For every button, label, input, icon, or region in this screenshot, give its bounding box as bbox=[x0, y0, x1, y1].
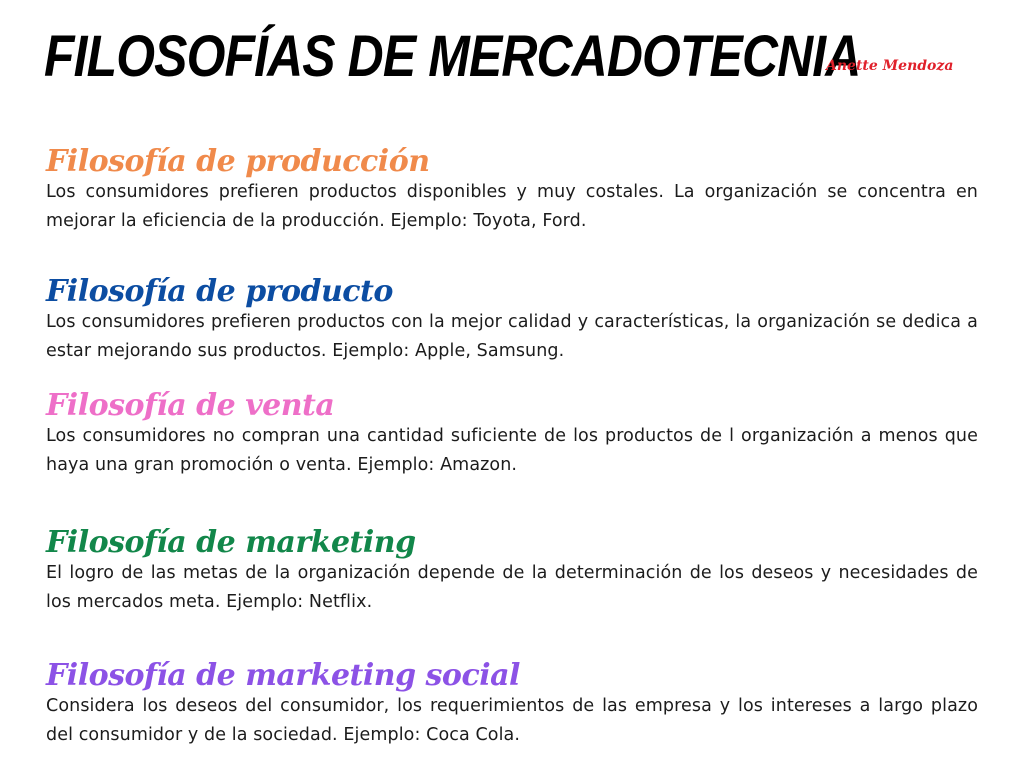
section-marketing-social bbox=[46, 660, 978, 750]
section-marketing bbox=[46, 527, 978, 617]
section-text: El logro de las metas de la organización depende de la determinación de los deseos y necesidades de los mercados meta. Ejemplo: Netflix. bbox=[46, 563, 978, 612]
section-heading: Filosofía de venta bbox=[46, 388, 335, 423]
page-title: FILOSOFÍAS DE MERCADOTECNIA bbox=[44, 24, 861, 89]
section-text: Los consumidores prefieren productos con la mejor calidad y características, la organización se dedica a estar mejorando sus productos. Ejemplo: Apple, Samsung. bbox=[46, 312, 978, 361]
section-produccion bbox=[46, 146, 978, 236]
section-text: Los consumidores no compran una cantidad suficiente de los productos de l organización a menos que haya una gran promoción o venta. Ejemplo: Amazon. bbox=[46, 426, 978, 475]
section-text: Considera los deseos del consumidor, los requerimientos de las empresa y los intereses a largo plazo del consumidor y de la sociedad. Ejemplo: Coca Cola. bbox=[46, 696, 978, 745]
section-heading: Filosofía de producción bbox=[46, 144, 430, 179]
section-heading: Filosofía de marketing bbox=[46, 525, 416, 560]
author-name: Anette Mendoza bbox=[826, 58, 954, 74]
section-venta bbox=[46, 390, 978, 480]
section-text: Los consumidores prefieren productos disponibles y muy costales. La organización se concentra en mejorar la eficiencia de la producción. Ejemplo: Toyota, Ford. bbox=[46, 182, 978, 231]
section-heading: Filosofía de producto bbox=[46, 274, 393, 309]
section-heading: Filosofía de marketing social bbox=[46, 658, 520, 693]
section-producto bbox=[46, 276, 978, 366]
